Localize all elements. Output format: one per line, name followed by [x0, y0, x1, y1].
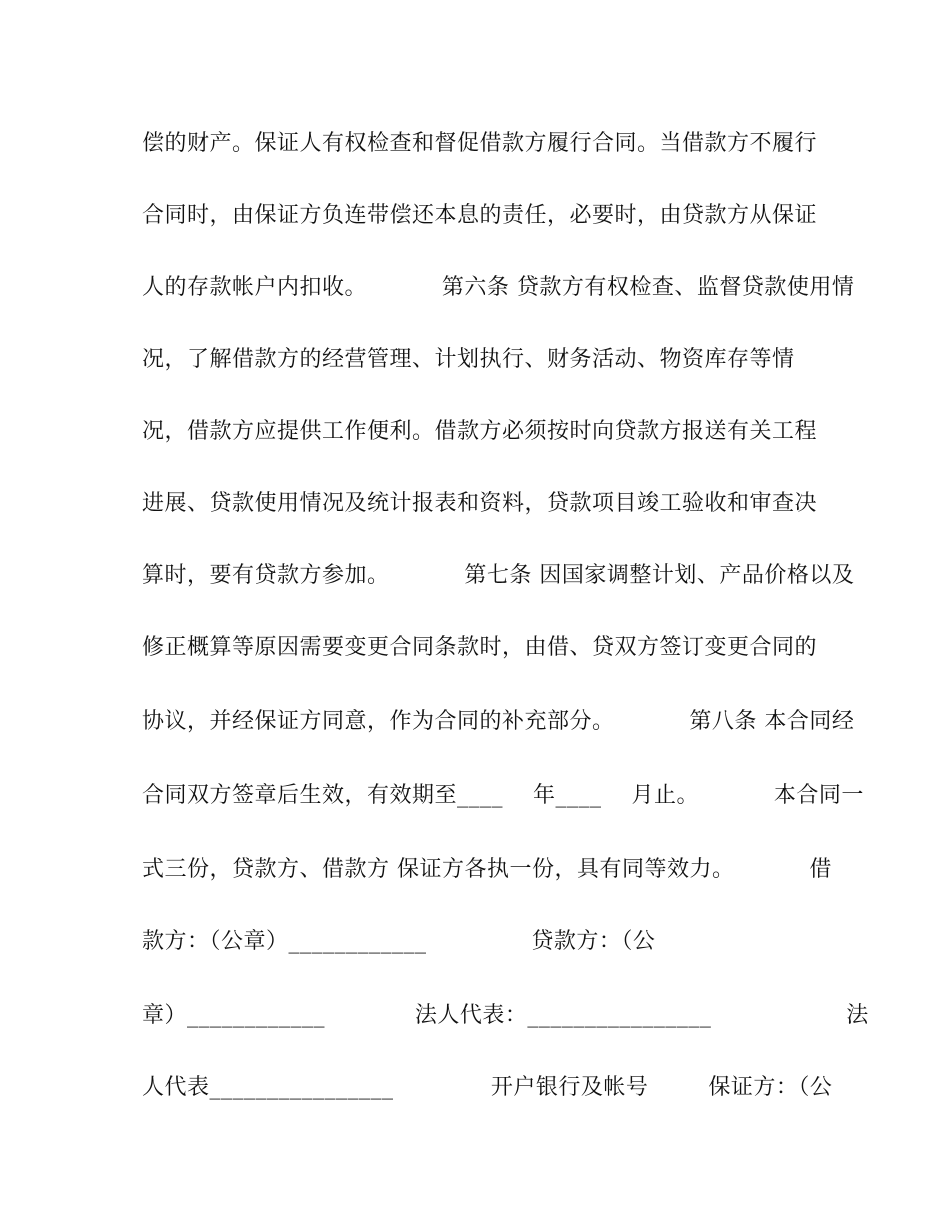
text-line-9: 协议，并经保证方同意，作为合同的补充部分。 第八条 本合同经: [142, 709, 855, 734]
text-line-5: 况，借款方应提供工作便利。借款方必须按时向贷款方报送有关工程: [142, 419, 818, 444]
text-line-6: 进展、贷款使用情况及统计报表和资料，贷款项目竣工验收和审查决: [142, 491, 818, 516]
text-line-3: 人的存款帐户内扣收。 第六条 贷款方有权检查、监督贷款使用情: [142, 275, 855, 300]
text-line-8: 修正概算等原因需要变更合同条款时，由借、贷双方签订变更合同的: [142, 635, 818, 660]
text-line-11: 式三份，贷款方、借款方 保证方各执一份，具有同等效力。 借: [142, 857, 832, 882]
text-line-1: 偿的财产。保证人有权检查和督促借款方履行合同。当借款方不履行: [142, 131, 818, 156]
text-line-12: 款方：（公章）____________ 贷款方：（公: [142, 929, 656, 954]
text-line-13: 章）____________ 法人代表：________________ 法: [142, 1003, 869, 1028]
text-line-10: 合同双方签章后生效，有效期至____ 年____ 月止。 本合同一: [142, 783, 864, 808]
text-line-7: 算时，要有贷款方参加。 第七条 因国家调整计划、产品价格以及: [142, 563, 855, 588]
text-line-14: 人代表________________ 开户银行及帐号 保证方：（公: [142, 1075, 833, 1100]
text-line-2: 合同时，由保证方负连带偿还本息的责任，必要时，由贷款方从保证: [142, 203, 818, 228]
text-line-4: 况，了解借款方的经营管理、计划执行、财务活动、物资库存等情: [142, 347, 795, 372]
